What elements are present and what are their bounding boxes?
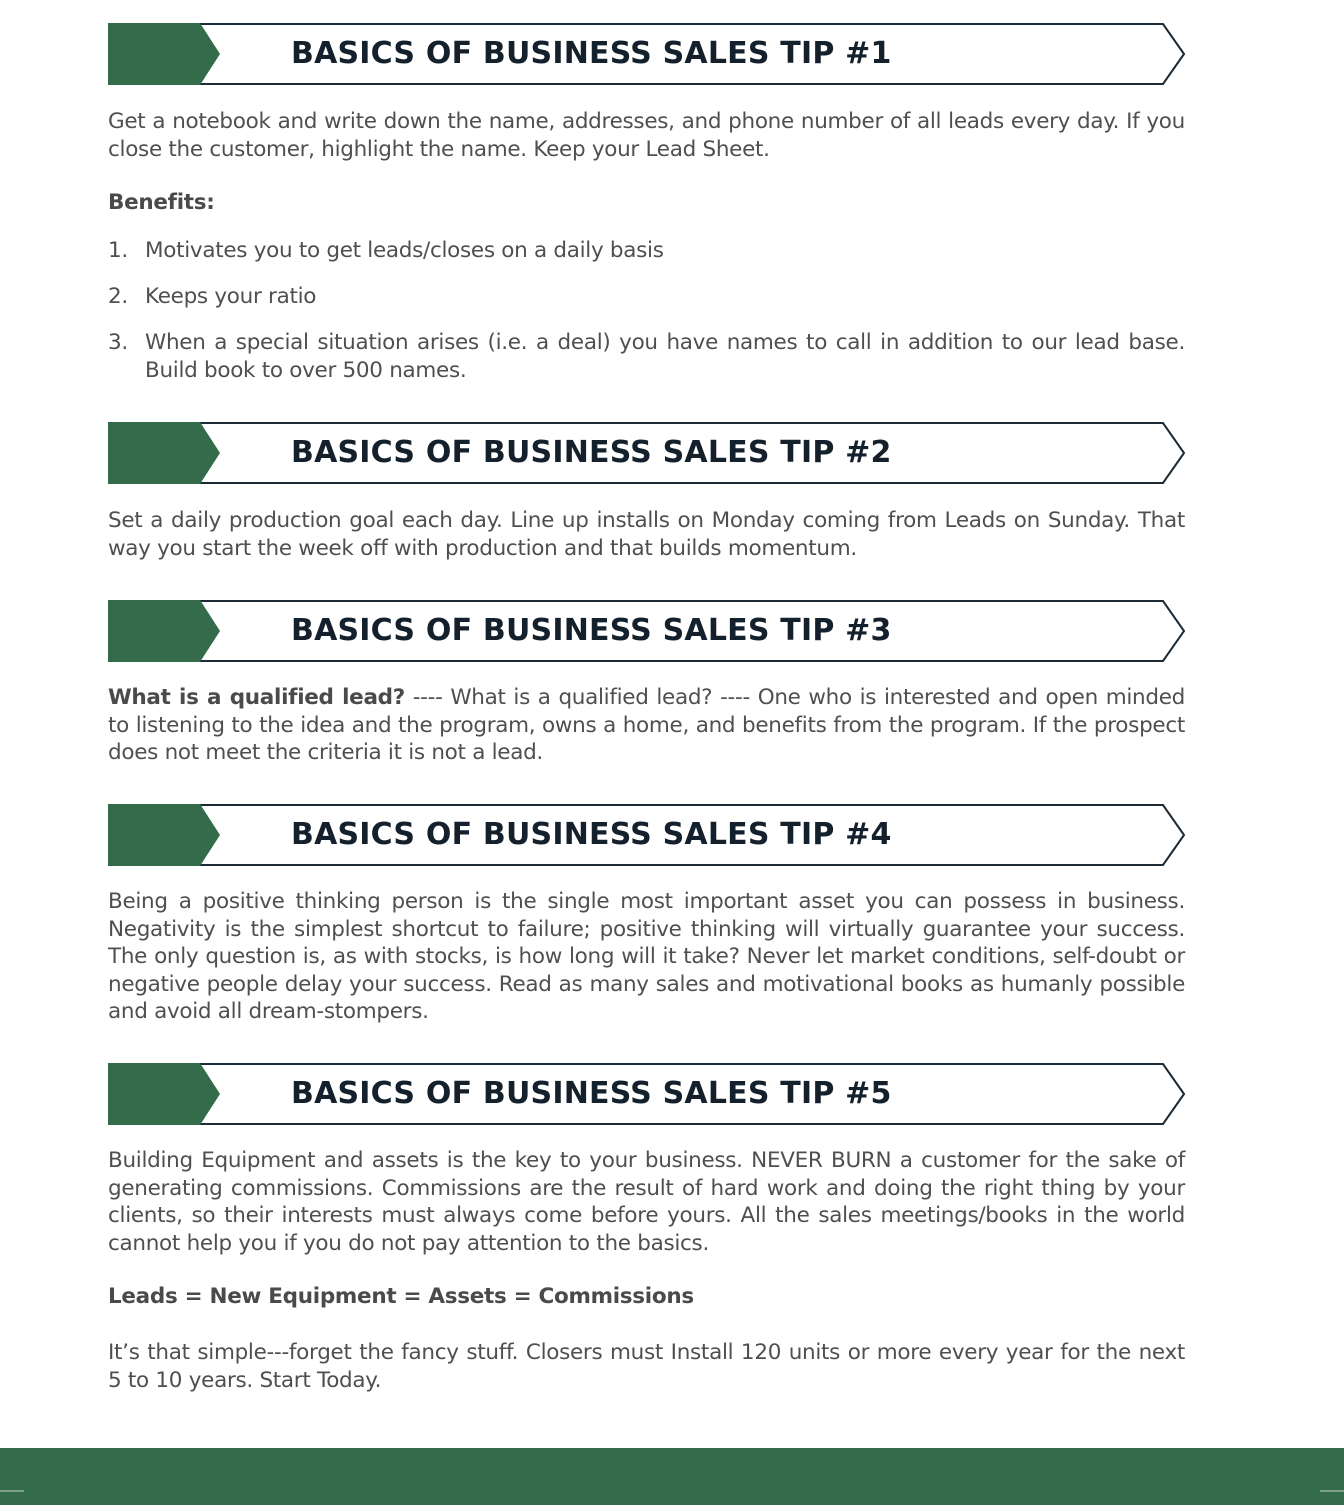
- green-chevron: [108, 422, 220, 484]
- tip-2-title: BASICS OF BUSINESS SALES TIP #2: [291, 435, 892, 470]
- benefits-heading: Benefits:: [108, 190, 215, 215]
- tip-3-body: [108, 684, 1185, 767]
- tip-5-closing: It’s that simple---forget the fancy stuff. Closers must Install 120 units or more every year for the next 5 to 10 years. Start Today.: [108, 1340, 1185, 1393]
- benefit-number: 1.: [108, 238, 128, 263]
- benefit-item-1: [108, 237, 1185, 265]
- tip-5-body: Building Equipment and assets is the key to your business. NEVER BURN a customer for the sake of generating commissions. Commissions are the result of hard work and doing the right thing by your clients, so their interests must always come before yours. All the sales meetings/books in the world cannot help you if you do not pay attention to the basics.: [108, 1148, 1185, 1256]
- footer-left-mark: [0, 1490, 24, 1492]
- tip-4-banner: [108, 804, 1185, 866]
- green-chevron: [108, 804, 220, 866]
- tip-1-banner: [108, 23, 1185, 85]
- tip-4-title: BASICS OF BUSINESS SALES TIP #4: [291, 817, 892, 852]
- green-chevron: [108, 600, 220, 662]
- qualified-lead-question: What is a qualified lead?: [108, 685, 405, 710]
- green-chevron: [108, 23, 220, 85]
- benefit-number: 3.: [108, 330, 128, 355]
- tip-3-title: BASICS OF BUSINESS SALES TIP #3: [291, 613, 892, 648]
- tip-2-body: Set a daily production goal each day. Line up installs on Monday coming from Leads on Sunday. That way you start the week off with production and that builds momentum.: [108, 508, 1185, 561]
- tip-4-body: Being a positive thinking person is the single most important asset you can possess in business. Negativity is the simplest shortcut to failure; positive thinking will virtually guarantee your success. The only question is, as with stocks, is how long will it take? Never let market conditions, self-doubt or negative people delay your success. Read as many sales and motivational books as humanly possible and avoid all dream-stompers.: [108, 889, 1185, 1024]
- benefit-item-2: [108, 283, 1185, 311]
- tip-2-banner: [108, 422, 1185, 484]
- tip-5-title: BASICS OF BUSINESS SALES TIP #5: [291, 1076, 892, 1111]
- footer-right-mark: [1320, 1490, 1344, 1492]
- benefit-text: Keeps your ratio: [145, 284, 317, 309]
- benefit-item-3: [108, 329, 1185, 384]
- green-chevron: [108, 1063, 220, 1125]
- tip-5-banner: [108, 1063, 1185, 1125]
- benefit-text: When a special situation arises (i.e. a deal) you have names to call in addition to our lead base. Build book to over 500 names.: [145, 330, 1185, 383]
- leads-equation: Leads = New Equipment = Assets = Commissions: [108, 1284, 694, 1309]
- benefit-text: Motivates you to get leads/closes on a daily basis: [145, 238, 664, 263]
- tip-3-text: ---- What is a qualified lead? ---- One who is interested and open minded to listening to the idea and the program, owns a home, and benefits from the program. If the prospect does not meet the criteria it is not a lead.: [108, 685, 1185, 765]
- tip-3-banner: [108, 600, 1185, 662]
- benefit-number: 2.: [108, 284, 128, 309]
- tip-1-intro: Get a notebook and write down the name, addresses, and phone number of all leads every day. If you close the customer, highlight the name. Keep your Lead Sheet.: [108, 109, 1185, 162]
- tip-1-title: BASICS OF BUSINESS SALES TIP #1: [291, 36, 892, 71]
- footer-band: [0, 1448, 1344, 1505]
